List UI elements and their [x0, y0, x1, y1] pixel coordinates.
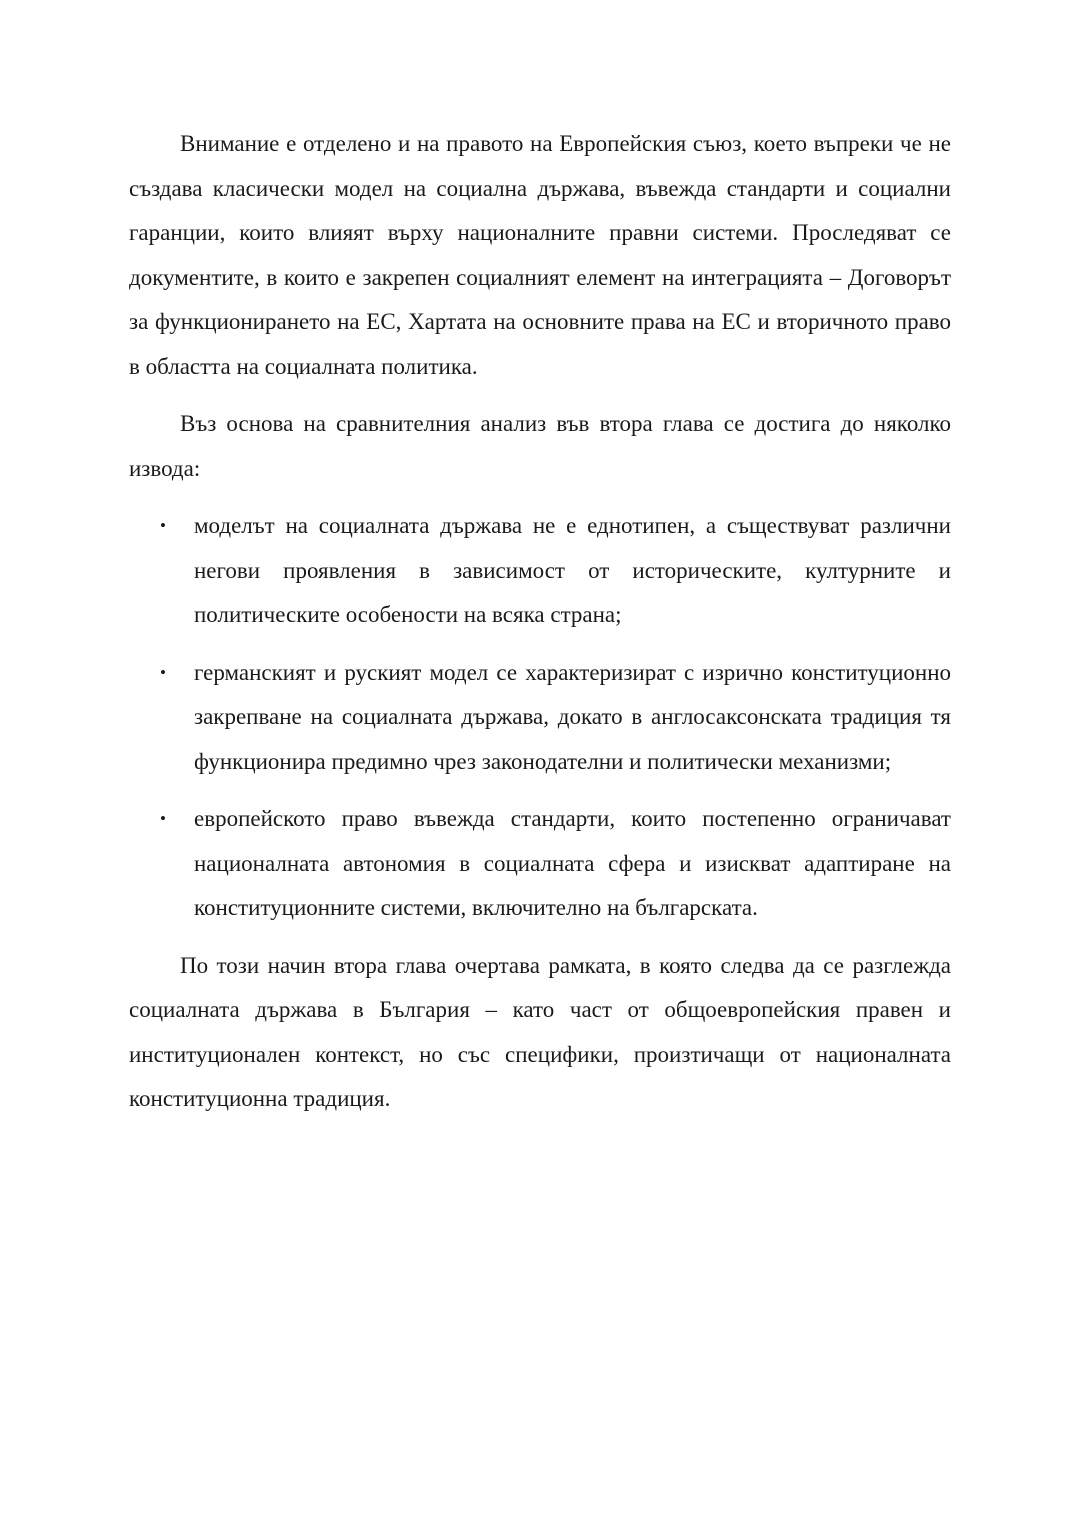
list-item	[129, 504, 951, 638]
paragraph-eu-law: Внимание е отделено и на правото на Европейския съюз, което въпреки че не създава класически модел на социална държава, въвежда стандарти и социални гаранции, които влияят върху националните правни системи. Проследяват се документите, в които е закрепен социалният елемент на интеграцията – Договорът за функционирането на ЕС, Хартата на основните права на ЕС и вторичното право в областта на социалната политика.	[129, 131, 951, 379]
paragraph-chapter-summary: По този начин втора глава очертава рамката, в която следва да се разглежда социалната държава в България – като част от общоевропейския правен и институционален контекст, но със специфики, произтичащи от националната конституционна традиция.	[129, 952, 951, 1111]
list-item	[129, 797, 951, 931]
list-item-text: моделът на социалната държава не е еднотипен, а съществуват различни негови проявления в зависимост от историческите, културните и политическите особености на всяка страна;	[194, 513, 951, 627]
list-item-text: германският и руският модел се характеризират с изрично конституционно закрепване на социалната държава, докато в англосаксонската традиция тя функционира предимно чрез законодателни и политически механизми;	[194, 659, 951, 774]
document-body	[129, 122, 951, 1122]
list-item-text: европейското право въвежда стандарти, които постепенно ограничават националната автономия в социалната сфера и изискват адаптиране на конституционните системи, включително на българската.	[194, 806, 951, 920]
bullet-icon: •	[160, 662, 166, 682]
paragraph-comparative-analysis: Въз основа на сравнителния анализ във втора глава се достига до няколко извода:	[129, 411, 951, 481]
bullet-icon: •	[160, 809, 166, 828]
bullet-icon: •	[160, 516, 166, 535]
conclusions-list	[129, 504, 951, 931]
list-item	[129, 651, 951, 785]
